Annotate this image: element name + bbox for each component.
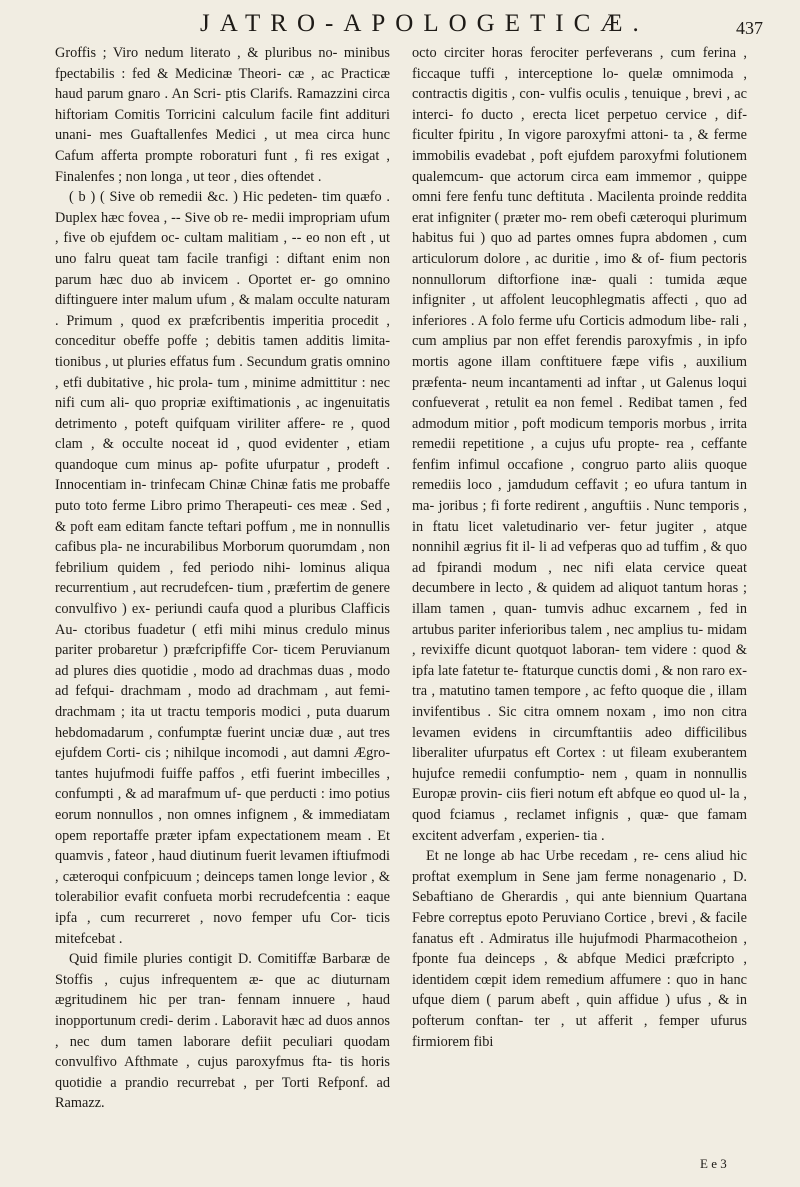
- running-title: JATRO-APOLOGETICÆ.: [200, 10, 649, 37]
- right-paragraph-1: octo circiter horas ferociter perfeverans , cum ferina , ficcaque tuffi , interceptione lo- quelæ omnimoda , contractis digitis , con- vulfis oculis , tenuique , brevi , ac interci- fo ducto , erecta licet perpetuo cervice , dif- ficulter fpiritu , In vigore paroxyfmi attoni- ta , & ferme immobilis evadebat , poft ejufdem paroxyfmi folutionem qualemcum- que actorum circa eam immemor , quippe omni fere fenfu tunc deftituta . Macilenta proinde reddita erat infigniter ( præter mo- rem obefi cæteroqui plurimum habitus fui ) quo ad partes omnes fupra abdomen , cum articulorum dolore , ac duritie , imo & of- fium pectoris nonnullorum diftorfione inæ- quali : tumida æque infigniter , ut affolent leucophlegmatis affecti , quo ad inferiores . A folo ferme ufu Corticis admodum libe- rali , cum amplius par non effet ferendis paroxyfmis , in ipfo mortis agone illam conftituere fæpe vifis , auxilium præfenta- neum incantamenti ad inftar , ut Galenus loqui confueverat , retulit ea non femel . Redibat tamen , fed admodum mitior , poft modicum temporis morbus , irrita remedii repetitione , a cujus ufu propte- rea , ceffante fenfim infimul occafione , congruo parto aliis quoque remediis loco , jamdudum ceffavit ; eo ufura tantum in ma- joribus ; fi forte redirent , anguftiis . Nunc temporis , in ftatu licet valetudinario ver- fetur jugiter , atque nonnihil ægrius fit il- li ad vefperas quo ad tuffim , & quo ad fpirandi modum , nec nifi elata cervice queat decumbere in lecto , & quidem ad aliquot tantum horas ; illam tamen , quan- tumvis adhuc excarnem , fed in artubus pariter inferioribus talem , nec amplius tu- midam , revixiffe dicunt quotquot laboran- tem videre : quod & ipfa late fatetur te- ftaturque cunctis domi , & non raro ex- tra , matutino tamen tempore , ac fefto quoque die , illam invifentibus . Sic citra omnem noxam , imo non citra levamen evidens in circumftantiis adeo difficilibus liberaliter ufurpatus eft Cortex : ut fileam exuberantem hujufce remedii confumptio- nem , quam in nonnullis Europæ provin- ciis fieri notum eft abfque eo quod ul- la , quod fciamus , reclamet infignis , quæ- que famam excitent adverfam , experien- tia .: [412, 45, 747, 844]
- left-paragraph-1: Groffis ; Viro nedum literato , & pluribus no- minibus fpectabilis : fed & Medicinæ Theori- cæ , ac Practicæ haud parum gnaro . An Scri- ptis Clarifs. Ramazzini circa hiftoriam Comitis Torricini calculum facile fint addituri unani- mes Guaftallenfes Medici , ut mea circa hunc Cafum afferta prompte roboraturi funt , fi res exigat , Finalenfes ; non longa , ut teor , dies oftendet .: [55, 45, 390, 185]
- left-column: [55, 43, 390, 1114]
- right-column: [412, 43, 747, 1052]
- right-paragraph-2: Et ne longe ab hac Urbe recedam , re- cens aliud hic proftat exemplum in Sene jam ferme nonagenario , D. Sebaftiano de Gherardis , qui ante biennium Quartana Febre correptus epoto Peruviano Cortice , brevi , & facile fanatus eft . Admiratus ille hujufmodi Pharmacotheion , fponte fua deinceps , & abfque Medici præfcripto , identidem cœpit idem remedium affumere : quo in hanc ufque diem ( parum abeft , quin affidue ) ufus , & in pofterum conftan- ter , ut afferit , femper ufurus firmiorem fibi: [412, 848, 747, 1050]
- left-paragraph-3: Quid fimile pluries contigit D. Comitiffæ Barbaræ de Stoffis , cujus infrequentem æ- que ac diuturnam ægritudinem hic per tran- fennam innuere , haud inopportunum credi- derim . Laboravit hæc ad duos annos , nec dum tamen laborare defiit peculiari quodam convulfivo Afthmate , cujus paroxyfmus fta- tis horis quotidie a prandio recurrebat , per Torti Refponf. ad Ramazz.: [55, 951, 390, 1112]
- left-paragraph-2: ( b ) ( Sive ob remedii &c. ) Hic pedeten- tim quæfo . Duplex hæc fovea , -- Sive ob re- medii impropriam ufum , five ob ejufdem oc- cultam malitiam , -- eo non eft , ut uno falru queat tam facile tranfigi : diftant enim non parum hæc duo ab invicem . Oportet er- go omnino diftinguere inter malum ufum , & malam occulte naturam . Primum , quod ex præfcribentis imperitia procedit , conceditur obeffe poffe ; debitis tamen additis limita- tionibus , ut pluries effatus fum . Secundum gratis omnino , etfi dubitative , hic prola- tum , minime admittitur : nec nifi cum ali- quo propriæ exiftimationis , ac ingenuitatis detrimento , poteft quifquam viriliter affere- re , quod clam , & occulte noceat id , quod evidenter , etiam quandoque cum minus ap- pofite ufurpatur , prodeft . Innocentiam in- trinfecam Chinæ Chinæ fatis me probaffe puto toto ferme Libro primo Therapeuti- ces meæ . Sed , & poft eam editam fancte teftari poffum , me in nonnullis cafibus pla- ne incurabilibus Morborum quorumdam , non febrilium quidem , fed periodo nihi- lominus aliqua recurrentium , aut recrudefcen- tium , præfertim de genere convulfivo ) ex- periundi caufa quod a pluribus Clafficis Au- ctoribus fuadetur ( etfi mihi minus credulo minus pariter probaretur ) præfcripfiffe Cor- ticem Peruvianum ad plures dies quotidie , modo ad drachmas duas , modo ad fefqui- drachmam , modo ad drachmam , aut femi- drachmam ; ita ut tractu temporis modici , puta duarum hebdomadarum , confumptæ fuerint unciæ duæ , aut tres ejufdem Corti- cis ; nihilque incomodi , aut damni Ægro- tantes hujufmodi fuiffe paffos , etfi fuerint imbecilles , confumpti , & ad marafmum uf- que perducti : imo potius eorum nonnullos , non omnes infignem , & immediatam opem reportaffe præter ipfam expectationem meam . Et quamvis , fateor , haud diutinum fuerit levamen iftiufmodi , cæteroqui confpicuum ; deinceps tamen longe levior , & tolerabilior evafit confueta morbi recrudefcentia : eaque ipfa , cum recurreret , novo femper ufu Cor- ticis mitefcebat .: [55, 189, 390, 947]
- running-head: [60, 6, 800, 42]
- signature-mark: E e 3: [700, 1156, 727, 1171]
- page-number: 437: [736, 18, 763, 38]
